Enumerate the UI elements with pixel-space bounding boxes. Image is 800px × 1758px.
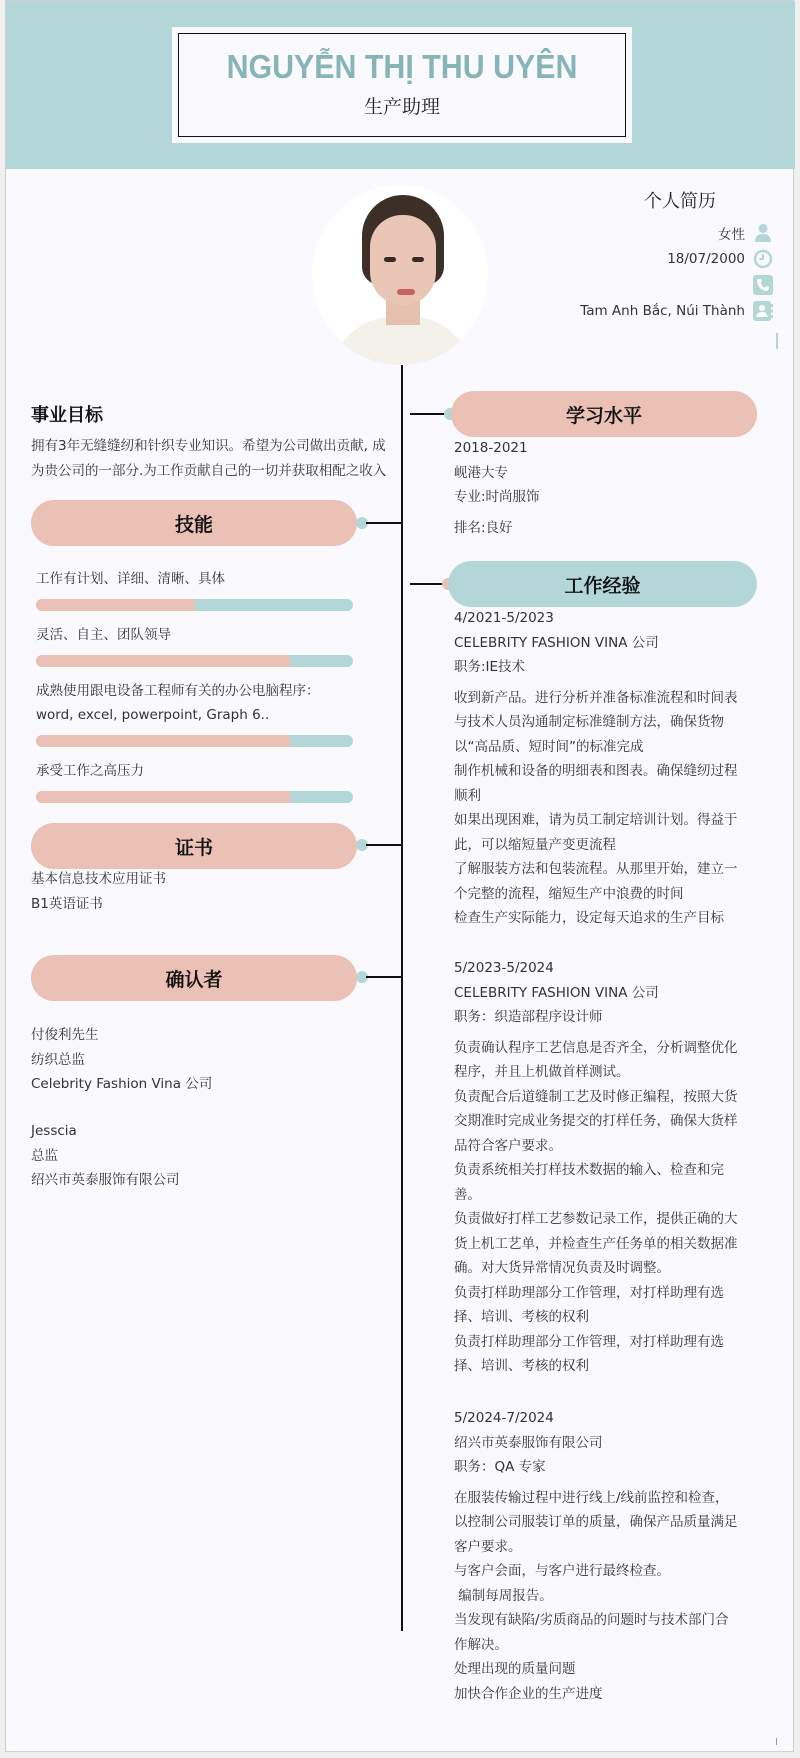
reference-position: 纺织总监 xyxy=(31,1051,85,1068)
career-goal-line: 为贵公司的一部分.为工作贡献自己的一切并获取相配之收入 xyxy=(31,462,387,479)
photo-eye xyxy=(412,257,424,262)
reference-company: Celebrity Fashion Vina 公司 xyxy=(31,1076,213,1092)
timeline-line xyxy=(401,365,403,1631)
job-line: 作解决。 xyxy=(454,1636,508,1653)
job-line: 与技术人员沟通制定标准缝制方法，确保货物 xyxy=(454,714,724,730)
job-line: 编制每周报告。 xyxy=(454,1587,553,1604)
career-goal-title: 事业目标 xyxy=(31,405,103,426)
job-line: 如果出现困难，请为员工制定培训计划。得益于 xyxy=(454,812,738,828)
skill-bar xyxy=(36,599,353,611)
skill-bar-fill xyxy=(36,655,290,667)
birthdate-row xyxy=(667,247,773,271)
job-line: 处理出现的质量问题 xyxy=(454,1661,576,1677)
certificate-item: 基本信息技术应用证书 xyxy=(31,871,166,887)
resume-label: 个人简历 xyxy=(644,191,716,212)
job-1 xyxy=(454,606,738,931)
reference-1 xyxy=(31,1023,212,1097)
candidate-name: NGUYỄN THỊ THU UYÊN xyxy=(226,48,578,85)
phone-row xyxy=(745,273,773,297)
icon-divider xyxy=(776,333,778,349)
job-line: 以控制公司服装订单的质量，确保产品质量满足 xyxy=(454,1514,738,1530)
skill-label: word, excel, powerpoint, Graph 6.. xyxy=(36,707,270,723)
skill-label: 灵活、自主、团队领导 xyxy=(36,627,171,643)
birthdate-value: 18/07/2000 xyxy=(667,251,745,267)
job-company: CELEBRITY FASHION VINA 公司 xyxy=(454,634,659,651)
job-line: 当发现有缺陷/劣质商品的问题时与技术部门合 xyxy=(454,1612,729,1628)
job-line: 负责确认程序工艺信息是否齐全，分析调整优化 xyxy=(454,1039,738,1056)
skill-bar-fill xyxy=(36,735,290,747)
job-line: 以“高品质、短时间”的标准完成 xyxy=(454,738,644,755)
name-box xyxy=(172,27,632,143)
job-line: 程序，并且上机做首样测试。 xyxy=(454,1064,630,1080)
photo-lips xyxy=(397,289,415,295)
certificates-list xyxy=(31,867,166,916)
job-line: 交期准时完成业务提交的打样任务，确保大货样 xyxy=(454,1113,738,1129)
skill-bar xyxy=(36,735,353,747)
job-period: 5/2024-7/2024 xyxy=(454,1410,554,1426)
job-line: 加快合作企业的生产进度 xyxy=(454,1685,603,1702)
connector-line xyxy=(410,583,446,585)
certificates-header: 证书 xyxy=(31,823,357,869)
education-rank: 排名:良好 xyxy=(454,519,513,536)
references-header: 确认者 xyxy=(31,955,357,1001)
skill-bar-fill xyxy=(36,599,195,611)
education-major: 专业:时尚服饰 xyxy=(454,489,540,505)
education-school: 岘港大专 xyxy=(454,464,508,481)
job-line: 择、培训、考核的权利 xyxy=(454,1309,589,1325)
skill-bar-fill xyxy=(36,791,290,803)
job-line: 顺利 xyxy=(454,787,481,804)
header-band xyxy=(6,1,795,169)
skill-bar xyxy=(36,791,353,803)
experience-header: 工作经验 xyxy=(448,561,757,607)
job-line: 收到新产品。进行分析并准备标准流程和时间表 xyxy=(454,689,738,706)
skill-label: 承受工作之高压力 xyxy=(36,763,144,779)
job-company: 绍兴市英泰服饰有限公司 xyxy=(454,1434,603,1451)
profile-photo xyxy=(312,185,488,365)
skills-header: 技能 xyxy=(31,500,357,546)
photo-eye xyxy=(384,257,396,262)
job-line: 负责系统相关打样技术数据的输入、检查和完 xyxy=(454,1162,724,1178)
connector-line xyxy=(366,522,401,524)
job-line: 客户要求。 xyxy=(454,1538,522,1555)
job-line: 负责打样助理部分工作管理，对打样助理有选 xyxy=(454,1284,724,1301)
job-period: 4/2021-5/2023 xyxy=(454,610,554,626)
reference-2 xyxy=(31,1119,180,1193)
page-marker xyxy=(776,1738,777,1745)
resume-page xyxy=(5,0,794,1752)
job-line: 负责配合后道缝制工艺及时修正编程，按照大货 xyxy=(454,1088,738,1105)
job-line: 择、培训、考核的权利 xyxy=(454,1358,589,1374)
career-goal-text xyxy=(31,434,386,483)
certificate-item: B1英语证书 xyxy=(31,895,103,912)
job-line: 此，可以缩短量产变更流程 xyxy=(454,836,616,853)
gender-value: 女性 xyxy=(718,227,745,243)
reference-name: Jesscia xyxy=(31,1123,77,1139)
education-details xyxy=(454,436,540,540)
education-period: 2018-2021 xyxy=(454,440,528,456)
reference-position: 总监 xyxy=(31,1147,58,1164)
connector-line xyxy=(410,413,446,415)
address-book-icon xyxy=(753,301,773,321)
job-role: 职务:IE技术 xyxy=(454,659,526,675)
job-line: 货上机工艺单，并检查生产任务单的相关数据准 xyxy=(454,1235,738,1252)
connector-line xyxy=(366,976,401,978)
job-title: 生产助理 xyxy=(363,96,440,118)
career-goal-line: 拥有3年无缝缝纫和针织专业知识。希望为公司做出贡献, 成 xyxy=(31,438,386,454)
address-row xyxy=(580,299,773,323)
job-line: 负责打样助理部分工作管理，对打样助理有选 xyxy=(454,1333,724,1350)
job-line: 确。对大货异常情况负责及时调整。 xyxy=(454,1260,670,1276)
name-frame xyxy=(178,33,626,137)
skill-label: 成熟使用跟电设备工程师有关的办公电脑程序： xyxy=(36,683,320,699)
job-line: 善。 xyxy=(454,1186,481,1203)
job-line: 个完整的流程，缩短生产中浪费的时间 xyxy=(454,885,684,902)
phone-icon xyxy=(753,275,773,295)
address-value: Tam Anh Bắc, Núi Thành xyxy=(580,303,745,319)
job-role: 职务：QA 专家 xyxy=(454,1459,546,1475)
reference-company: 绍兴市英泰服饰有限公司 xyxy=(31,1172,180,1188)
job-line: 了解服装方法和包装流程。从那里开始，建立一 xyxy=(454,861,738,877)
job-3 xyxy=(454,1406,738,1706)
skill-bar xyxy=(36,655,353,667)
user-icon xyxy=(753,223,773,243)
skill-label: 工作有计划、详细、清晰、具体 xyxy=(36,571,225,587)
job-2 xyxy=(454,956,738,1379)
clock-icon xyxy=(753,249,773,269)
job-line: 制作机械和设备的明细表和图表。确保缝纫过程 xyxy=(454,763,738,779)
job-line: 检查生产实际能力，设定每天追求的生产目标 xyxy=(454,910,724,926)
education-header: 学习水平 xyxy=(451,391,757,437)
job-period: 5/2023-5/2024 xyxy=(454,960,554,976)
job-line: 在服装传输过程中进行线上/线前监控和检查， xyxy=(454,1489,729,1506)
job-company: CELEBRITY FASHION VINA 公司 xyxy=(454,984,659,1001)
job-role: 职务：织造部程序设计师 xyxy=(454,1009,603,1025)
job-line: 与客户会面，与客户进行最终检查。 xyxy=(454,1563,670,1579)
job-line: 负责做好打样工艺参数记录工作，提供正确的大 xyxy=(454,1211,738,1227)
gender-row xyxy=(718,221,773,245)
reference-name: 付俊利先生 xyxy=(31,1027,99,1043)
connector-line xyxy=(366,844,401,846)
job-line: 品符合客户要求。 xyxy=(454,1137,562,1154)
